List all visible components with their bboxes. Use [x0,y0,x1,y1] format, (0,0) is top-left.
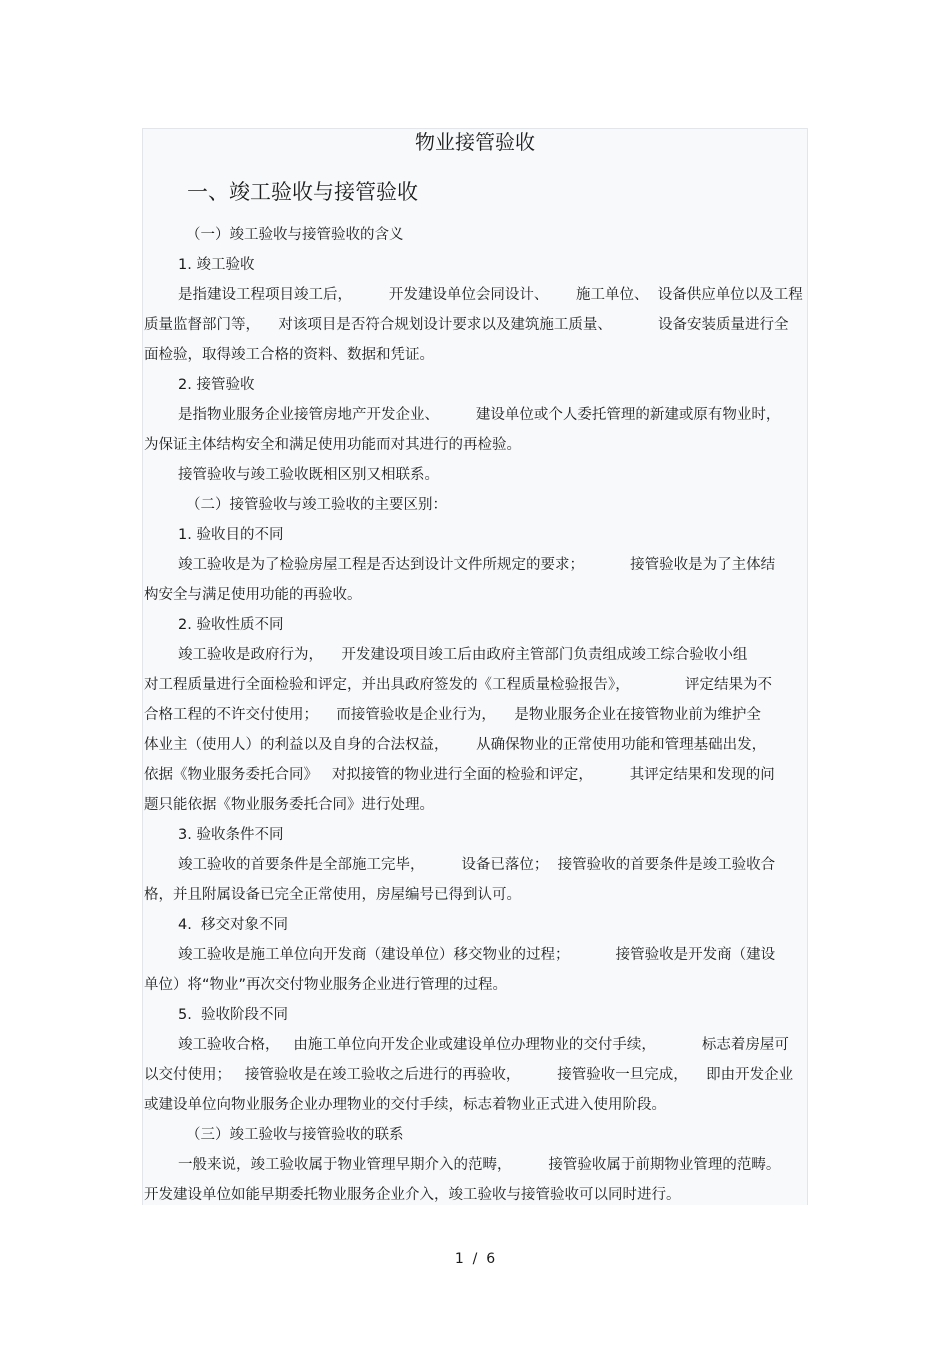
paragraph-line: 2. 接管验收 [178,377,255,393]
paragraph-line: 接管验收与竣工验收既相区别又相联系。 [178,467,439,483]
paragraph-line: 竣工验收是施工单位向开发商（建设单位）移交物业的过程； 接管验收是开发商（建设 [178,947,776,963]
paragraph-line: 是指物业服务企业接管房地产开发企业、 建设单位或个人委托管理的新建或原有物业时， [178,407,781,423]
section-heading: 一、竣工验收与接管验收 [187,180,418,204]
paragraph-line: 依据《物业服务委托合同》 对拟接管的物业进行全面的检验和评定， 其评定结果和发现的问 [144,767,775,783]
paragraph-line: 面检验，取得竣工合格的资料、数据和凭证。 [144,347,434,363]
paragraph-line: （三）竣工验收与接管验收的联系 [186,1127,404,1143]
paragraph-line: 竣工验收是为了检验房屋工程是否达到设计文件所规定的要求； 接管验收是为了主体结 [178,557,776,573]
paragraph-line: 1. 验收目的不同 [178,527,284,543]
paragraph-line: 题只能依据《物业服务委托合同》进行处理。 [144,797,434,813]
paragraph-line: 质量监督部门等， 对该项目是否符合规划设计要求以及建筑施工质量、 设备安装质量进行全 [144,317,789,333]
paragraph-line: 构安全与满足使用功能的再验收。 [144,587,362,603]
paragraph-line: 3. 验收条件不同 [178,827,284,843]
paragraph-line: 为保证主体结构安全和满足使用功能而对其进行的再检验。 [144,437,521,453]
paragraph-line: 格，并且附属设备已完全正常使用，房屋编号已得到认可。 [144,887,521,903]
paragraph-line: 以交付使用； 接管验收是在竣工验收之后进行的再验收， 接管验收一旦完成， 即由开发企业 [144,1067,794,1083]
paragraph-line: （一）竣工验收与接管验收的含义 [186,227,404,243]
paragraph-line: 2. 验收性质不同 [178,617,284,633]
paragraph-line: 竣工验收合格， 由施工单位向开发企业或建设单位办理物业的交付手续， 标志着房屋可 [178,1037,789,1053]
paragraph-line: 单位）将“物业”再次交付物业服务企业进行管理的过程。 [144,977,508,993]
paragraph-line: 竣工验收的首要条件是全部施工完毕， 设备已落位； 接管验收的首要条件是竣工验收合 [178,857,776,873]
paragraph-line: （二）接管验收与竣工验收的主要区别： [186,497,447,513]
paragraph-line: 或建设单位向物业服务企业办理物业的交付手续，标志着物业正式进入使用阶段。 [144,1097,666,1113]
paragraph-line: 一般来说，竣工验收属于物业管理早期介入的范畴， 接管验收属于前期物业管理的范畴。 [178,1157,781,1173]
document-title: 物业接管验收 [415,130,535,154]
paragraph-line: 1. 竣工验收 [178,257,255,273]
page-number: 1 / 6 [454,1251,496,1267]
paragraph-line: 合格工程的不许交付使用； 而接管验收是企业行为， 是物业服务企业在接管物业前为维护全 [144,707,761,723]
paragraph-line: 是指建设工程项目竣工后， 开发建设单位会同设计、 施工单位、 设备供应单位以及工程 [178,287,803,303]
paragraph-line: 对工程质量进行全面检验和评定，并出具政府签发的《工程质量检验报告》， 评定结果为不 [144,677,773,693]
paragraph-line: 开发建设单位如能早期委托物业服务企业介入，竣工验收与接管验收可以同时进行。 [144,1187,681,1203]
paragraph-line: 竣工验收是政府行为， 开发建设项目竣工后由政府主管部门负责组成竣工综合验收小组 [178,647,748,663]
paragraph-line: 体业主（使用人）的利益以及自身的合法权益， 从确保物业的正常使用功能和管理基础出发， [144,737,767,753]
paragraph-line: 5. 验收阶段不同 [178,1007,289,1023]
paragraph-line: 4. 移交对象不同 [178,917,289,933]
